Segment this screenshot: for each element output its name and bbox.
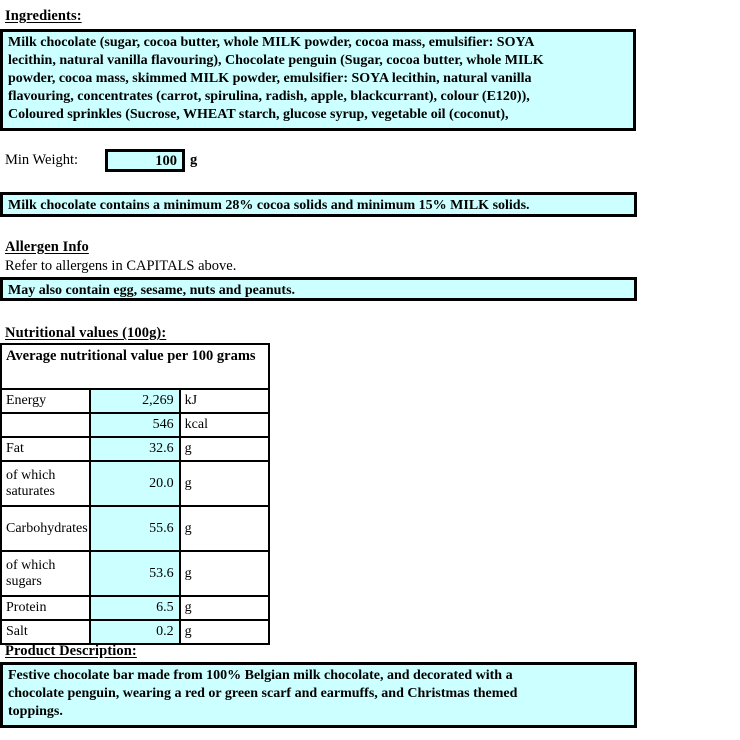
nutrient-unit: g bbox=[180, 437, 269, 461]
nutrient-label: Energy bbox=[1, 389, 90, 413]
nutrient-value[interactable]: 32.6 bbox=[90, 437, 179, 461]
nutrient-unit: g bbox=[180, 620, 269, 644]
nutrition-table-header: Average nutritional value per 100 grams bbox=[1, 344, 269, 389]
may-contain-box[interactable] bbox=[0, 277, 637, 301]
allergen-info-heading: Allergen Info bbox=[5, 239, 89, 255]
nutrient-unit: g bbox=[180, 551, 269, 596]
nutrient-value[interactable]: 6.5 bbox=[90, 596, 179, 620]
nutrient-label bbox=[1, 413, 90, 437]
product-description-line: chocolate penguin, wearing a red or green scarf and earmuffs, and Christmas themed bbox=[8, 686, 518, 701]
table-row bbox=[1, 413, 269, 437]
nutrient-label: of which saturates bbox=[1, 461, 90, 506]
ingredients-heading: Ingredients: bbox=[5, 8, 82, 24]
table-row bbox=[1, 551, 269, 596]
nutrient-label: of which sugars bbox=[1, 551, 90, 596]
table-row bbox=[1, 437, 269, 461]
nutrient-value[interactable]: 55.6 bbox=[90, 506, 179, 551]
product-description-line: toppings. bbox=[8, 704, 63, 719]
allergen-reference-text: Refer to allergens in CAPITALS above. bbox=[5, 258, 237, 274]
nutrient-unit: kcal bbox=[180, 413, 269, 437]
nutrition-table bbox=[0, 343, 270, 645]
nutrient-unit: g bbox=[180, 461, 269, 506]
ingredients-box[interactable] bbox=[0, 29, 636, 131]
nutrient-unit: g bbox=[180, 596, 269, 620]
table-row-header bbox=[1, 344, 269, 389]
nutrient-value[interactable]: 0.2 bbox=[90, 620, 179, 644]
product-description-line: Festive chocolate bar made from 100% Belgian milk chocolate, and decorated with a bbox=[8, 668, 513, 683]
table-row bbox=[1, 506, 269, 551]
nutrient-value[interactable]: 20.0 bbox=[90, 461, 179, 506]
min-weight-unit-label: g bbox=[190, 152, 198, 168]
ingredients-line: lecithin, natural vanilla flavouring), Chocolate penguin (Sugar, cocoa butter, whole MILK bbox=[8, 53, 544, 68]
ingredients-line: Coloured sprinkles (Sucrose, WHEAT starch, glucose syrup, vegetable oil (coconut), bbox=[8, 107, 509, 122]
milk-chocolate-statement-text: Milk chocolate contains a minimum 28% cocoa solids and minimum 15% MILK solids. bbox=[8, 198, 530, 213]
ingredients-line: Milk chocolate (sugar, cocoa butter, whole MILK powder, cocoa mass, emulsifier: SOYA bbox=[8, 35, 535, 50]
nutrient-unit: g bbox=[180, 506, 269, 551]
nutrient-value[interactable]: 53.6 bbox=[90, 551, 179, 596]
may-contain-text: May also contain egg, sesame, nuts and peanuts. bbox=[8, 283, 296, 298]
nutrient-label: Fat bbox=[1, 437, 90, 461]
product-description-heading: Product Description: bbox=[5, 643, 137, 659]
table-row bbox=[1, 596, 269, 620]
nutrient-unit: kJ bbox=[180, 389, 269, 413]
table-row bbox=[1, 389, 269, 413]
ingredients-line: flavouring, concentrates (carrot, spirulina, radish, apple, blackcurrant), colour (E120)), bbox=[8, 89, 530, 104]
nutrient-value[interactable]: 2,269 bbox=[90, 389, 179, 413]
nutrient-label: Salt bbox=[1, 620, 90, 644]
min-weight-label: Min Weight: bbox=[5, 152, 79, 168]
nutrient-label: Carbohydrates bbox=[1, 506, 90, 551]
table-row bbox=[1, 620, 269, 644]
min-weight-input[interactable]: 100 bbox=[105, 149, 185, 172]
ingredients-line: powder, cocoa mass, skimmed MILK powder, emulsifier: SOYA lecithin, natural vanilla bbox=[8, 71, 532, 86]
nutritional-values-heading: Nutritional values (100g): bbox=[5, 325, 167, 341]
nutrient-value[interactable]: 546 bbox=[90, 413, 179, 437]
product-description-box[interactable] bbox=[0, 662, 637, 728]
milk-chocolate-statement-box[interactable] bbox=[0, 192, 637, 217]
table-row bbox=[1, 461, 269, 506]
nutrient-label: Protein bbox=[1, 596, 90, 620]
